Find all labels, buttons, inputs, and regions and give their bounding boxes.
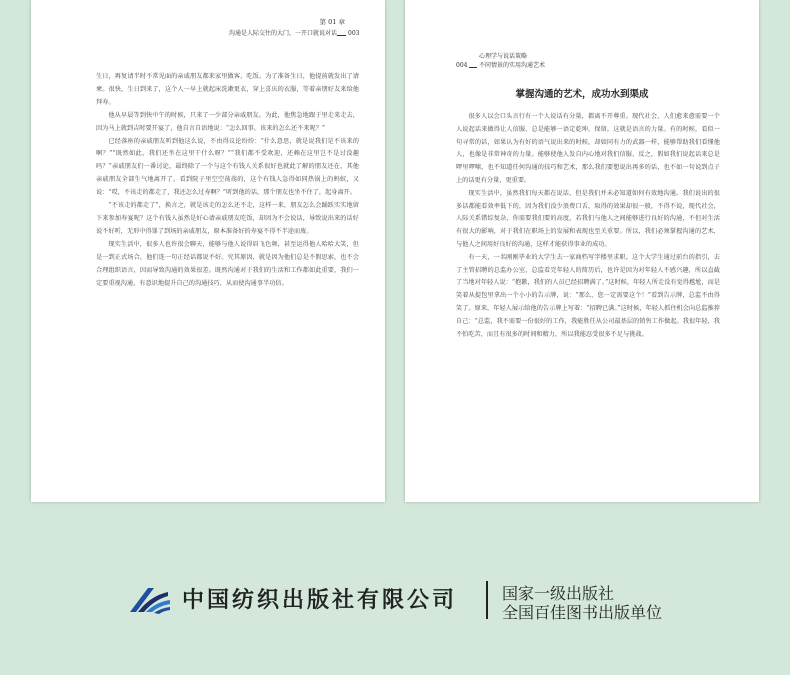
footer-divider [486,581,488,619]
header-rule [469,67,477,68]
header-rule [337,35,346,36]
page-body [456,111,720,341]
paragraph: 现实生活中，很多人也许很会聊天，能够与他人说得眉飞色舞，甚至运得他人哈哈大笑，但是一到正式场合，他们连一句正经话都说不好。究其原因，就是因为他们总是不假思索，也不会合理组织语言，因而导致沟通的效果很差。既然沟通对于我们的生活和工作都如此重要，我们一定要重视沟通，有意识地提升自己的沟通技巧，从而使沟通事半功倍。 [96,240,359,287]
paragraph: “不该走的都走了”，换言之，就是该走的怎么还不走，这样一来，朋友怎么会踊跃实实地留下来参加寿宴呢？这个有钱人虽然是好心请亲戚朋友吃饭，却因为不会说话，导致说出来的话好说不好听，无形中得罪了到场的亲戚朋友，原本准备好的寿宴不得不半途而废。 [96,202,359,235]
publisher-name: 中国纺织出版社有限公司 [182,588,458,613]
paragraph: 生日，再复请半时不常见面的亲戚朋友都来家里做客、吃饭。为了准备生日，他提前就发出了请柬。很快，生日到来了，这个人一早上就起床洗漱更衣，穿上喜庆的衣服，等着亲朋好友来给他拜寿。 [96,73,359,106]
publisher-tagline-2: 全国百佳图书出版单位 [502,603,663,622]
paragraph: 很多人以会口头言行有一个人说话有分量，都离不开尊重。现代社会，人们愈来愈需要一个人说起话来做得让人信服、总是能够一语定乾坤，保留。这就是语言的力量。有的时候，看似一句寻常的话，如果认为有好的语气说出来的时候，却如同有力的武器一样，能够帮助我们看懂他人，也像是非常神奇的力量。能够使他人发自内心地对我们信服，反之，假如我们说起话来总是啰里啰嗦，也不知道任何沟通的技巧和艺术，那么我们要想说出再多的话，也不如一句说到点子上的话更有分量，更重要。 [456,113,720,184]
book-page-right [405,0,759,502]
paragraph: 已经落座的亲戚朋友听到他这么说，不由得议论纷纷：“什么意思，就是说我们是不该来的啊？”“既然如此，我们还坐在这里干什么呀？”“我们都不受欢迎，还赖在这里岂不是讨没趣吗？”亲戚朋友们一番讨论，最终除了一个与这个有钱人关系很好也就此了解的朋友还在，其他亲戚朋友全部生气地离开了。看到院子里空空荡荡的，这个有钱人急得如同热锅上的蚂蚁，又说：“哎，不该走的都走了，我还怎么过寿啊？”听到他的话，那个朋友也坐不住了，起身离开。 [96,137,359,197]
publisher-tagline-1: 国家一级出版社 [502,584,615,603]
running-head: 心理学与说话策略 [479,53,528,60]
chapter-label: 第 01 章 [319,18,345,26]
page-number: 003 [348,30,360,37]
page-body [96,71,359,290]
paragraph: 有一天，一名刚刚毕业的大学生去一家商档写字楼里求职。这个大学生通过前台的指引，去了主管招聘的总监办公室，总监看完年轻人的简历后，也许是因为对年轻人不感兴趣，所以直截了当地对年轻人说：“抱歉，我们的人员已经招聘满了。”这时候，年轻人所走没有觉得尴尬，而是笑着从提包里拿出一个小小的告示牌，说：“那么，您一定需要这个！”看到告示牌，总监不由得笑了。原来，年轻人展示给他的告示牌上写着：“招聘已满。”这时候，年轻人抓住机会向总监推荐自己：“总监，我不需要一份很好的工作，我能胜任从公司最基层的销售工作做起。我很年轻，我不怕吃苦，而且有很多的时间和精力，所以我能忍受很多不足与挑战。 [456,253,720,338]
running-subtitle: 不同情景的实用沟通艺术 [479,62,546,69]
section-title: 掌握沟通的艺术，成功水到渠成 [515,89,649,100]
paragraph: 他从早晨等到快中午的时候，只来了一少部分亲戚朋友。为此，他焦急地跟于里走来走去，因为马上就到吉时要开宴了，他自言自语地说：“怎么回事，该来的怎么还不来呢？” [96,111,359,132]
book-page-left [31,0,385,502]
page-number: 004 [456,62,468,69]
chapter-subtitle: 沟通是人际交往的大门，一开口就说对话 [228,30,337,37]
paragraph: 现实生活中，虽然我们每天都在说话，但是我们并未必知道如何有效地沟通。我们说出的很多话都能看效率低下的，因为我们没少浪费口舌，取得的效果却很一般，不得不说，现代社会，人际关系错综复杂，你需要我们要的高度，若我们与他人之间能够进行良好的沟通，不但对生活有很大的影响，对于我们在职场上的发展和表现也至关重要。所以，我们必须掌握沟通的艺术，与他人之间用好良好的沟通，这样才能获得事业的成功。 [456,189,720,248]
publisher-logo-icon [128,582,172,616]
